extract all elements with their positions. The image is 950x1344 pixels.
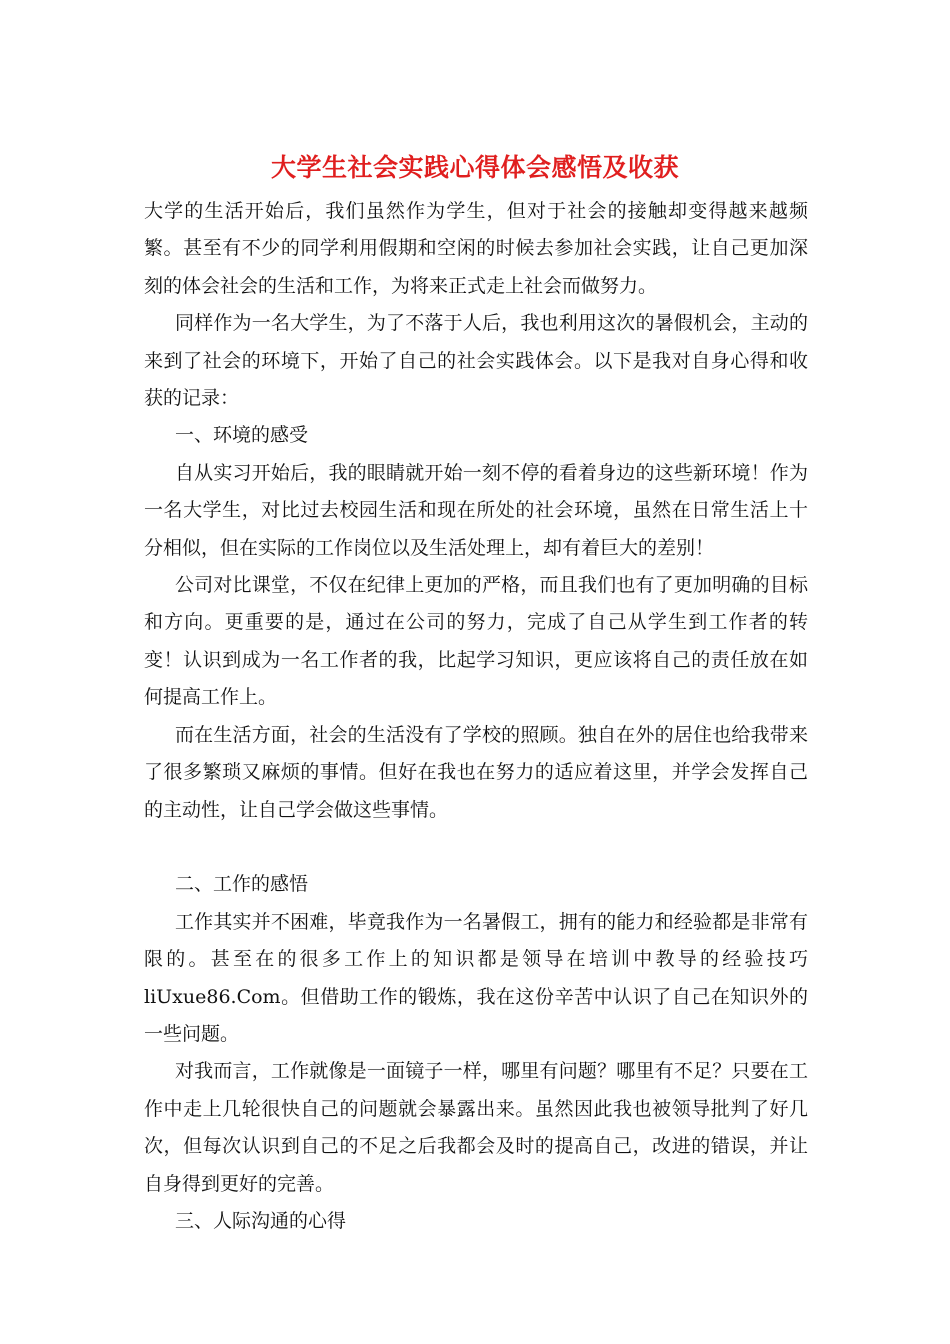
section-heading-environment: 一、环境的感受: [175, 424, 309, 447]
paragraph-environment-2: 公司对比课堂，不仅在纪律上更加的严格，而且我们也有了更加明确的目标和方向。更重要的是，通过在公司的努力，完成了自己从学生到工作者的转变！认识到成为一名工作者的我，比起学习知识，更应该将自己的责任放在如何提高工作上。: [144, 574, 808, 709]
paragraph-environment-3: 而在生活方面，社会的生活没有了学校的照顾。独自在外的居住也给我带来了很多繁琐又麻烦的事情。但好在我也在努力的适应着这里，并学会发挥自己的主动性，让自己学会做这些事情。: [144, 723, 808, 821]
blank-line: [144, 829, 808, 866]
paragraph-intro: 大学的生活开始后，我们虽然作为学生，但对于社会的接触却变得越来越频繁。甚至有不少的同学利用假期和空闲的时候去参加社会实践，让自己更加深刻的体会社会的生活和工作，为将来正式走上社会而做努力。: [144, 200, 808, 297]
section-heading-communication: 三、人际沟通的心得: [175, 1209, 347, 1232]
document-body: [144, 193, 808, 1240]
section-heading-work: 二、工作的感悟: [175, 873, 309, 896]
paragraph-work-1: 工作其实并不困难，毕竟我作为一名暑假工，拥有的能力和经验都是非常有限的。甚至在的很多工作上的知识都是领导在培训中教导的经验技巧liUxue86.Com。但借助工作的锻炼，我在这份辛苦中认识了自己在知识外的一些问题。: [144, 910, 808, 1045]
paragraph-purpose: 同样作为一名大学生，为了不落于人后，我也利用这次的暑假机会，主动的来到了社会的环境下，开始了自己的社会实践体会。以下是我对自身心得和收获的记录：: [144, 312, 808, 410]
document-title: 大学生社会实践心得体会感悟及收获: [270, 153, 679, 182]
paragraph-work-2: 对我而言，工作就像是一面镜子一样，哪里有问题？哪里有不足？只要在工作中走上几轮很快自己的问题就会暴露出来。虽然因此我也被领导批判了好几次，但每次认识到自己的不足之后我都会及时的提高自己，改进的错误，并让自身得到更好的完善。: [144, 1060, 808, 1195]
paragraph-environment-1: 自从实习开始后，我的眼睛就开始一刻不停的看着身边的这些新环境！作为一名大学生，对比过去校园生活和现在所处的社会环境，虽然在日常生活上十分相似，但在实际的工作岗位以及生活处理上，却有着巨大的差别！: [144, 461, 808, 559]
